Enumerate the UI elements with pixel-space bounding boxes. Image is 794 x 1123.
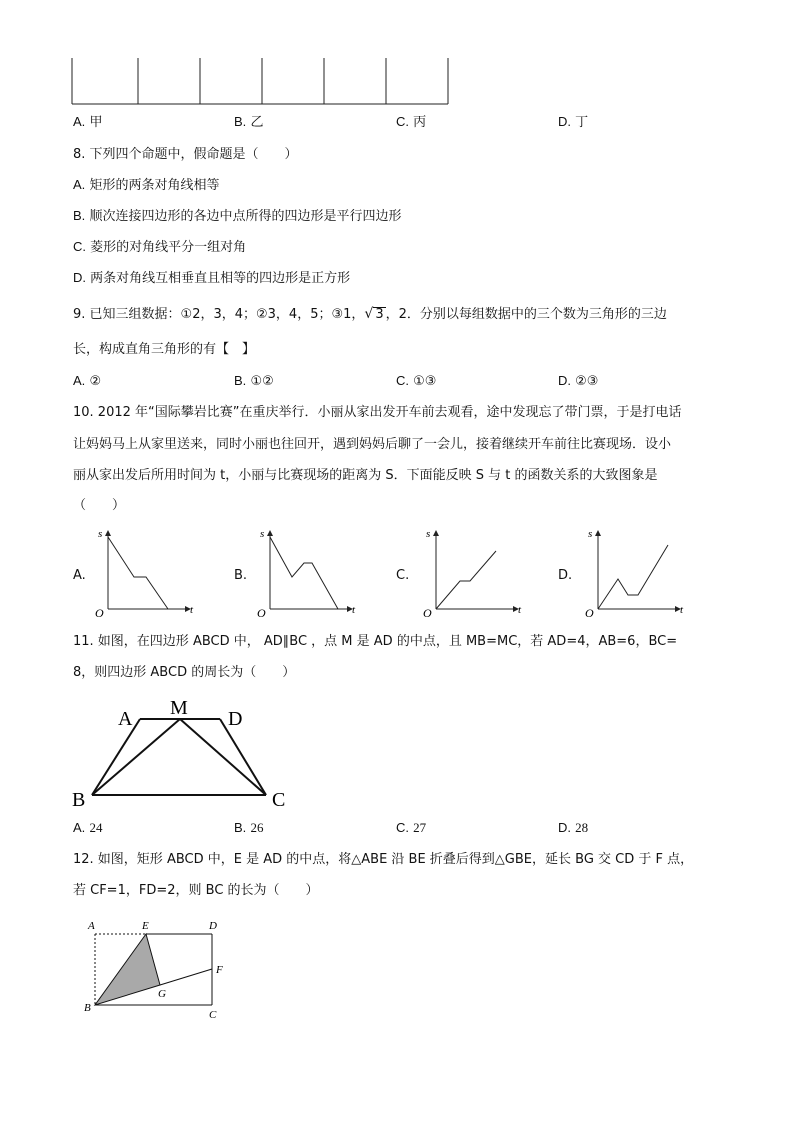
- q10-graph-c-curve: [436, 551, 496, 609]
- q10-graph-c-ylabel: s: [426, 528, 431, 540]
- q10-option-a-key: A.: [73, 568, 86, 583]
- q10-graph-d-curve: [598, 545, 668, 609]
- q11-label-b: B: [72, 789, 86, 811]
- q10-graph-a-origin: O: [95, 606, 104, 620]
- q10-graph-d: [580, 525, 700, 620]
- q11-line1: 11. 如图，在四边形 ABCD 中， AD∥BC ，点 M 是 AD 的中点，且 MB=MC，若 AD=4，AB=6，BC=: [73, 634, 678, 649]
- q12-segment-gf: [160, 969, 212, 985]
- q10-line3: 丽从家出发后所用时间为 t，小丽与比赛现场的距离为 S．下面能反映 S 与 t 的函数关系的大致图象是: [73, 468, 658, 483]
- q11-segment-mc: [180, 719, 266, 795]
- q7-option-a: A. 甲: [73, 114, 103, 130]
- q10-graph-a-ylabel: s: [98, 528, 103, 540]
- q10-graph-b-origin: O: [257, 606, 266, 620]
- q10-line2: 让妈妈马上从家里送来，同时小丽也往回开，遇到妈妈后聊了一会儿，接着继续开车前往比赛现场．设小: [73, 437, 672, 452]
- q10-option-c-key: C.: [396, 568, 410, 583]
- q10-graph-d-xlabel: t: [680, 604, 684, 616]
- q11-side-dc: [220, 719, 266, 795]
- q10-graph-b-ylabel: s: [260, 528, 265, 540]
- q12-figure: [78, 914, 238, 1024]
- q11-option-d: D. 28: [558, 820, 589, 835]
- q12-label-d: D: [209, 920, 217, 932]
- q11-label-c: C: [272, 789, 286, 811]
- q10-graph-c-origin: O: [423, 606, 432, 620]
- q12-label-e: E: [142, 920, 149, 932]
- q10-option-d-key: D.: [558, 568, 573, 583]
- q8-option-a: A. 矩形的两条对角线相等: [73, 177, 220, 193]
- q9-stem-line2: 长，构成直角三角形的有【 】: [73, 342, 256, 357]
- q10-graph-b: [252, 525, 372, 620]
- q11-option-b: B. 26: [234, 820, 264, 835]
- q11-figure: [68, 694, 308, 812]
- q9-option-a: A. ②: [73, 373, 102, 389]
- q7-option-b: B. 乙: [234, 114, 264, 130]
- q8-option-d: D. 两条对角线互相垂直且相等的四边形是正方形: [73, 270, 351, 286]
- q12-label-b: B: [84, 1002, 91, 1014]
- q10-option-b-key: B.: [234, 568, 248, 583]
- q11-label-m: M: [170, 697, 188, 719]
- q10-line1: 10. 2012 年“国际攀岩比赛”在重庆举行．小丽从家出发开车前去观看，途中发现忘了带门票，于是打电话: [73, 405, 682, 420]
- q8-option-b: B. 顺次连接四边形的各边中点所得的四边形是平行四边形: [73, 208, 402, 224]
- q10-graph-d-ylabel: s: [588, 528, 593, 540]
- q12-triangle-gbe: [95, 934, 160, 1005]
- q10-graph-d-origin: O: [585, 606, 594, 620]
- q11-option-c: C. 27: [396, 820, 427, 835]
- q9-option-c: C. ①③: [396, 373, 437, 389]
- q12-label-g: G: [158, 988, 166, 1000]
- q11-option-a: A. 24: [73, 820, 103, 835]
- q7-option-c: C. 丙: [396, 114, 427, 130]
- q9-stem: 9. 已知三组数据：①2，3，4；②3，4，5；③1，√ 3 ，2．分别以每组数据中的三个数为三角形的三边: [73, 306, 667, 322]
- q12-label-a: A: [88, 920, 95, 932]
- q11-side-ab: [92, 719, 140, 795]
- q10-graph-a-curve: [108, 537, 168, 609]
- q9-option-d: D. ②③: [558, 373, 599, 389]
- q8-option-c: C. 菱形的对角线平分一组对角: [73, 239, 247, 255]
- q10-line4: （ ）: [73, 498, 126, 513]
- q7-option-d: D. 丁: [558, 114, 589, 130]
- q11-segment-mb: [92, 719, 180, 795]
- q10-graph-c: [418, 525, 538, 620]
- q8-stem: 8. 下列四个命题中，假命题是（ ）: [73, 147, 298, 162]
- q12-label-c: C: [209, 1009, 217, 1021]
- q10-graph-a-xlabel: t: [190, 604, 194, 616]
- q10-graph-a: [90, 525, 210, 620]
- q12-line2: 若 CF=1，FD=2，则 BC 的长为（ ）: [73, 883, 319, 898]
- q11-label-a: A: [118, 708, 133, 730]
- q12-line1: 12. 如图，矩形 ABCD 中，E 是 AD 的中点，将△ABE 沿 BE 折叠后得到△GBE，延长 BG 交 CD 于 F 点，: [73, 852, 694, 867]
- q9-option-b: B. ①②: [234, 373, 274, 389]
- q12-label-f: F: [216, 964, 223, 976]
- q11-line2: 8，则四边形 ABCD 的周长为（ ）: [73, 665, 296, 680]
- q11-label-d: D: [228, 708, 243, 730]
- q10-graph-c-xlabel: t: [518, 604, 522, 616]
- q7-table-fragment: [70, 58, 452, 108]
- q9-sqrt: 3: [375, 307, 384, 322]
- q10-graph-b-xlabel: t: [352, 604, 356, 616]
- q10-graph-b-curve: [270, 537, 338, 609]
